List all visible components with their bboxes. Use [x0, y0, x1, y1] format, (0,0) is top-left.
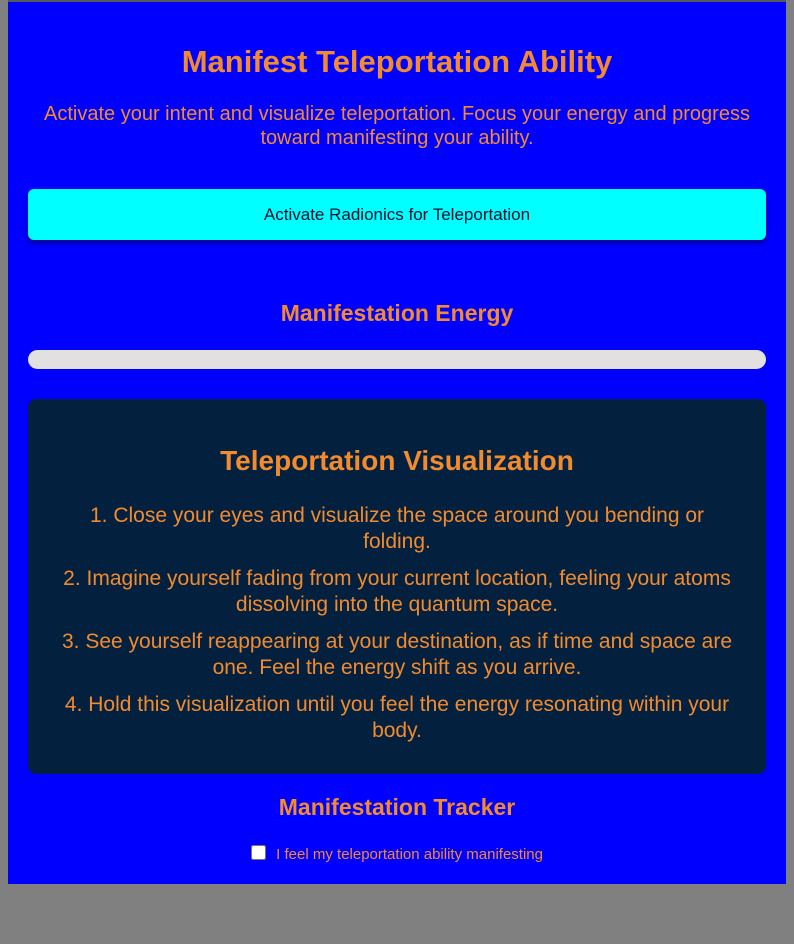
- manifesting-checkbox[interactable]: [251, 845, 266, 860]
- visualization-step: 4. Hold this visualization until you feel the energy resonating within your body.: [64, 693, 730, 742]
- visualization-step: 1. Close your eyes and visualize the space around you bending or folding.: [89, 504, 705, 553]
- app-page: [8, 0, 786, 884]
- visualization-card: [28, 399, 766, 774]
- activate-radionics-button[interactable]: Activate Radionics for Teleportation: [28, 189, 766, 240]
- page-title: Manifest Teleportation Ability: [181, 44, 613, 79]
- energy-progress-bar: [28, 350, 766, 369]
- visualization-steps: [54, 503, 740, 755]
- energy-heading: Manifestation Energy: [280, 300, 514, 326]
- manifesting-checkbox-label[interactable]: I feel my teleportation ability manifesting: [276, 846, 543, 863]
- page-subtitle: Activate your intent and visualize teleportation. Focus your energy and progress toward manifesting your ability.: [44, 103, 750, 149]
- visualization-title: Teleportation Visualization: [220, 445, 574, 476]
- tracker-row: [8, 845, 786, 863]
- visualization-step: 2. Imagine yourself fading from your current location, feeling your atoms dissolving into the quantum space.: [63, 567, 731, 616]
- tracker-heading: Manifestation Tracker: [278, 794, 516, 820]
- visualization-step: 3. See yourself reappearing at your destination, as if time and space are one. Feel the energy shift as you arrive.: [61, 630, 733, 679]
